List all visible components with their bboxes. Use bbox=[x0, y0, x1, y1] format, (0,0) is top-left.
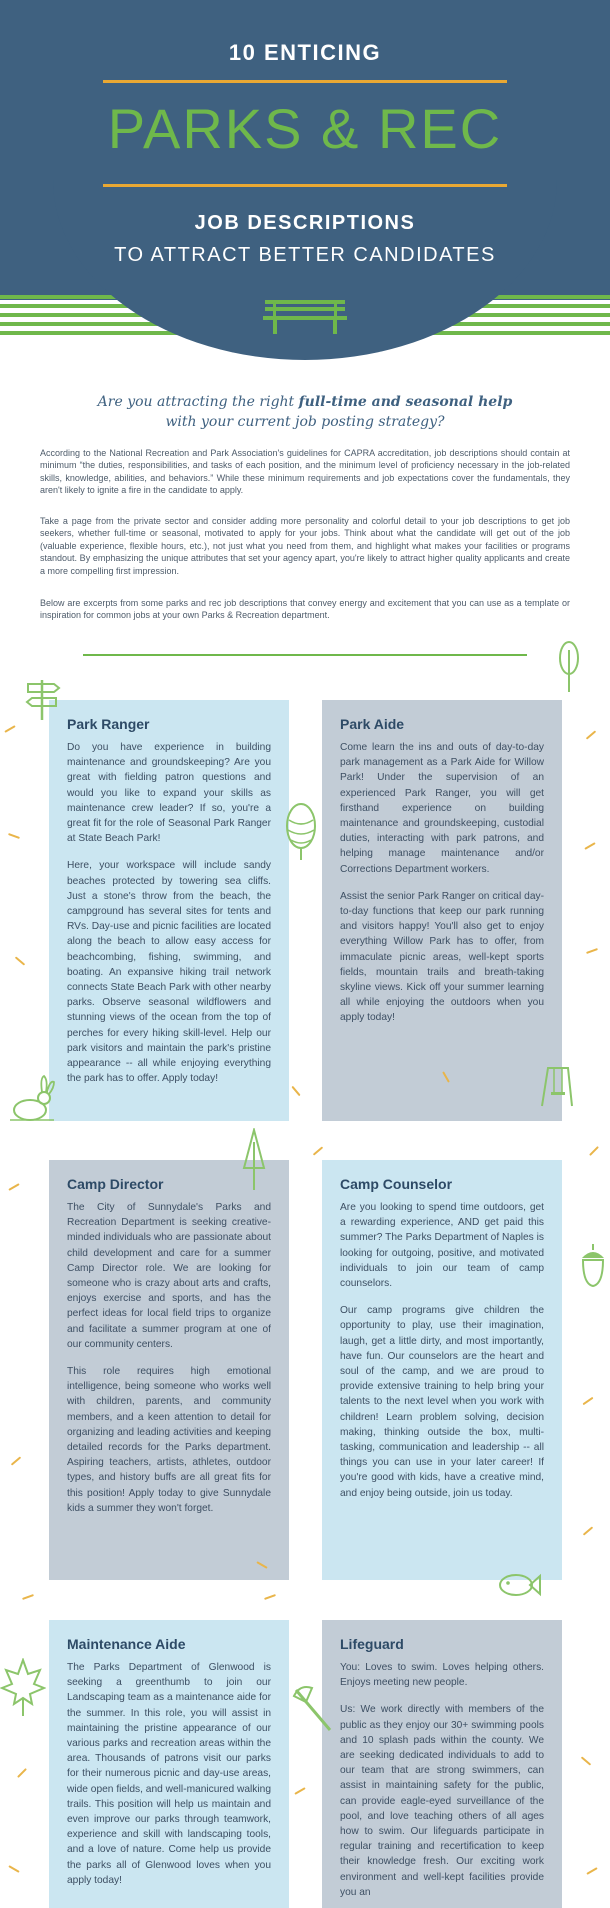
card-title: Park Ranger bbox=[67, 716, 150, 732]
intro-question bbox=[60, 392, 550, 432]
pinecone-icon bbox=[284, 800, 318, 862]
card-camp-counselor bbox=[322, 1160, 562, 1580]
card-paragraph: Come learn the ins and outs of day-to-day park management as a Park Aide for Willow Park! Under the supervision of an experienced Park Ranger, you will get firsthand experience on building maintenance and groundskeeping, custodial duties, interacting with park patrons, and helping manage maintenance and/or Corrections Department workers. bbox=[340, 742, 544, 875]
card-paragraph: Our camp programs give children the opportunity to play, use their imagination, laugh, get a little dirty, and most importantly, have fun. Our counselors are the heart and soul of the camp, and we are proud to provide extensive training to help bring your talents to the next level when you work with children! Learn problem solving, decision making, thinking outside the box, multi-tasking, communication and leadership -- all things you can use in your later career! If you're good with kids, have a creative mind, and enjoy being outside, join us today. bbox=[340, 1305, 544, 1499]
header-top-line: 10 ENTICING bbox=[228, 40, 382, 65]
card-paragraph: This role requires high emotional intelligence, being someone who works well with children, parents, and community members, and a keen attention to detail for organizing and leading activities and keeping detailed records for the Parks department. Aspiring teachers, artists, athletes, outdoor types, and history buffs are all great fits for this position! Apply today to give Sunnydale kids a summer they won't forget. bbox=[67, 1366, 271, 1514]
signpost-icon bbox=[22, 674, 62, 722]
confetti-dash bbox=[589, 1146, 599, 1156]
card-camp-director bbox=[49, 1160, 289, 1580]
swing-icon bbox=[540, 1064, 574, 1108]
card-paragraph: The Parks Department of Glenwood is seeking a greenthumb to join our Landscaping team as a maintenance aide for the summer. In this role, you will assist in maintaining the pristine appearance of our various parks and recreation areas within the area. Thousands of patrons visit our parks for their numerous picnic and day-use areas, wide open fields, and well-manicured walking trails. This position will help us maintain and even improve our parks through teamwork, experience and skill with landscaping tools, and a love of nature. Come help us provide the parks all of Glenwood loves when you apply today! bbox=[67, 1662, 271, 1886]
pine-tree-icon bbox=[240, 1128, 268, 1192]
confetti-dash bbox=[291, 1086, 300, 1096]
bench-icon bbox=[263, 296, 347, 336]
card-paragraph: The City of Sunnydale's Parks and Recreation Department is seeking creative-minded individuals who are passionate about child development and care for a summer Camp Director role. We are looking for someone who is crazy about arts and crafts, enjoys exercise and sports, and has the perfect ideas for local field trips to organize and facilitate a summer program at one of our community centers. bbox=[67, 1202, 271, 1350]
card-title: Maintenance Aide bbox=[67, 1636, 186, 1652]
card-title: Park Aide bbox=[340, 716, 405, 732]
header-subtitle-2: TO ATTRACT BETTER CANDIDATES bbox=[114, 244, 496, 266]
question-part-1: Are you attracting the right bbox=[97, 394, 299, 410]
maple-leaf-icon bbox=[0, 1658, 46, 1718]
confetti-dash bbox=[8, 1183, 19, 1191]
intro-paragraph-2: Take a page from the private sector and consider adding more personality and colorful detail to your job descriptions to get job seekers, whether full-time or seasonal, motivated to apply for your jobs. Think about what the candidate will get out of the job (valuable experience, flexible hours, etc.), not just what you need from them, and highlight what makes your facilities or programs standout. By emphasizing the unique attributes that set your agency apart, you're likely to attract higher quality applicants and create a more compelling first impression. bbox=[40, 516, 570, 576]
axe-icon bbox=[290, 1684, 336, 1736]
confetti-dash bbox=[17, 1768, 27, 1778]
rabbit-icon bbox=[4, 1074, 58, 1124]
confetti-dash bbox=[584, 842, 595, 850]
card-paragraph: Us: We work directly with members of the public as they enjoy our 30+ swimming pools and 10 splash pads within the county. We are seeking dedicated individuals to add to our team that are strong swimmers, can assist in maintaining safety for the public, can provide eagle-eyed surveillance of the pool, and love teaching others of all ages how to swim. Our lifeguards participate in regular training and recertification to keep their knowledge fresh. Our exciting work environment and well-kept facilities provide you an bbox=[340, 1704, 544, 1898]
confetti-dash bbox=[264, 1594, 276, 1600]
header-rule-mid bbox=[103, 184, 507, 187]
confetti-dash bbox=[586, 948, 598, 954]
card-title: Lifeguard bbox=[340, 1636, 404, 1652]
card-paragraph: Are you looking to spend time outdoors, get a rewarding experience, AND get paid this summer? The Parks Department of Naples is looking for outgoing, positive, and motivated individuals to join our team of camp counselors. bbox=[340, 1202, 544, 1290]
card-paragraph: Here, your workspace will include sandy beaches protected by towering sea cliffs. Just a stone's throw from the beach, the campground has several sites for tents and RVs. Day-use and picnic facilities are located along the beach to allow easy access for beachcombing, fishing, swimming, and boating. An expansive hiking trail network connects State Beach Park with other nearby parks. Observe seasonal wildflowers and stunning views of the ocean from the top of perches for every hiking skill-level. Help our park visitors and maintain the park's pristine appearance -- all while enjoying everything the park has to offer. Apply today! bbox=[67, 860, 271, 1085]
card-park-ranger bbox=[49, 700, 289, 1121]
card-paragraph: Assist the senior Park Ranger on critical day-to-day functions that keep our park running and visitors happy! You'll also get to enjoy everything Willow Park has to offer, from immaculate picnic areas, well-kept sports fields, mountain trails and breath-taking skyline views. Kick off your summer learning all while enjoying the outdoors when you apply today! bbox=[340, 890, 544, 1024]
card-maintenance-aide bbox=[49, 1620, 289, 1908]
confetti-dash bbox=[8, 1865, 19, 1873]
card-title: Camp Director bbox=[67, 1176, 164, 1192]
confetti-dash bbox=[581, 1756, 591, 1765]
confetti-dash bbox=[4, 725, 15, 733]
confetti-dash bbox=[11, 1456, 21, 1465]
confetti-dash bbox=[313, 1146, 323, 1155]
card-paragraph: You: Loves to swim. Loves helping others. Enjoys meeting new people. bbox=[340, 1662, 544, 1689]
card-park-aide bbox=[322, 700, 562, 1121]
confetti-dash bbox=[8, 833, 20, 839]
acorn-icon bbox=[578, 1240, 608, 1290]
header-title: PARKS & REC bbox=[107, 97, 503, 160]
confetti-dash bbox=[583, 1397, 594, 1406]
question-part-2: with your current job posting strategy? bbox=[165, 414, 445, 430]
header-rule-top bbox=[103, 80, 507, 83]
confetti-dash bbox=[586, 1867, 597, 1875]
intro-paragraph-3: Below are excerpts from some parks and rec job descriptions that convey energy and excitement that you can use as a template or inspiration for common jobs at your own Parks & Recreation department. bbox=[40, 598, 570, 621]
card-lifeguard bbox=[322, 1620, 562, 1908]
confetti-dash bbox=[586, 730, 596, 739]
intro-paragraph-1: According to the National Recreation and Park Association's guidelines for CAPRA accreditation, job descriptions should contain at minimum “the duties, responsibilities, and tasks of each position, and the minimum level of proficiency necessary in the job-related skills, knowledge, abilities, and behaviors.” While these minimum requirements and job expectations cover the fundamentals, they aren't likely to ignite a fire in the candidate to apply. bbox=[40, 448, 570, 496]
header-subtitle-1: JOB DESCRIPTIONS bbox=[194, 212, 416, 234]
card-title: Camp Counselor bbox=[340, 1176, 453, 1192]
card-paragraph: Do you have experience in building maintenance and groundskeeping? Are you great with fielding patron questions and would you like to expand your skills as maintenance crew leader? If so, you're a great fit for the role of Seasonal Park Ranger at State Beach Park! bbox=[67, 742, 271, 845]
fish-icon bbox=[496, 1570, 542, 1600]
header-banner bbox=[0, 0, 610, 360]
question-bold: full-time and seasonal help bbox=[298, 394, 513, 410]
tree-icon bbox=[556, 640, 582, 694]
confetti-dash bbox=[15, 956, 25, 965]
confetti-dash bbox=[294, 1787, 305, 1795]
confetti-dash bbox=[583, 1526, 593, 1535]
confetti-dash bbox=[22, 1594, 34, 1600]
section-divider bbox=[83, 654, 527, 656]
